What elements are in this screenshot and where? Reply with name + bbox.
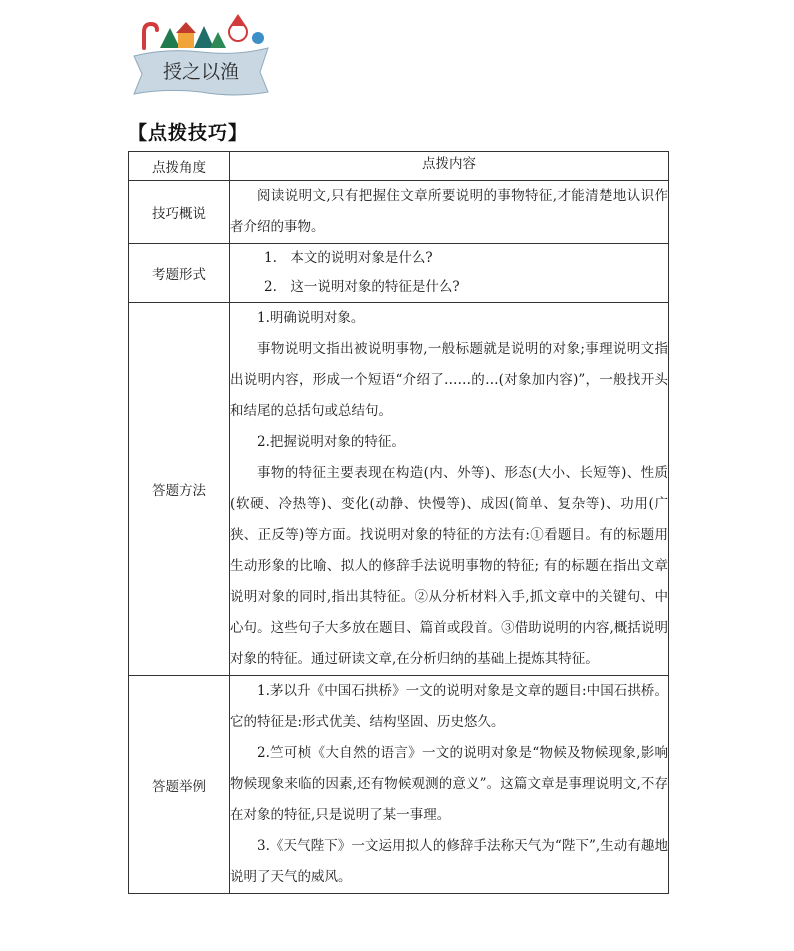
tips-table bbox=[128, 151, 669, 894]
tree-icon-2 bbox=[194, 26, 214, 48]
row-content bbox=[230, 676, 669, 894]
house-icon bbox=[178, 32, 194, 48]
candy-cane-icon bbox=[144, 24, 157, 48]
section-title: 【点拨技巧】 bbox=[128, 122, 249, 144]
ornament-icon bbox=[252, 32, 264, 44]
row-angle: 考题形式 bbox=[129, 244, 230, 303]
svg-text:授之以渔: 授之以渔 bbox=[162, 61, 240, 83]
question: 1. 本文的说明对象是什么? bbox=[264, 250, 433, 266]
row-content bbox=[230, 181, 669, 244]
table-row bbox=[129, 303, 669, 676]
row-content bbox=[230, 244, 669, 303]
paragraph: 1.明确说明对象。 bbox=[257, 310, 365, 326]
header-angle: 点拨角度 bbox=[129, 152, 230, 181]
paragraph: 1.茅以升《中国石拱桥》一文的说明对象是文章的题目:中国石拱桥。它的特征是:形式优美、结构坚固、历史悠久。 bbox=[230, 683, 668, 730]
question: 2. 这一说明对象的特征是什么? bbox=[264, 279, 460, 295]
row-content bbox=[230, 303, 669, 676]
banner-art-icon bbox=[126, 12, 276, 98]
table-row bbox=[129, 244, 669, 303]
row-angle: 答题举例 bbox=[129, 676, 230, 894]
paragraph: 2.竺可桢《大自然的语言》一文的说明对象是“物候及物候现象,影响物候现象来临的因素,还有物候观测的意义”。这篇文章是事理说明文,不存在对象的特征,只是说明了某一事理。 bbox=[230, 745, 668, 823]
banner bbox=[126, 12, 276, 98]
table-row bbox=[129, 181, 669, 244]
tree-icon bbox=[160, 28, 180, 48]
paragraph: 事物说明文指出被说明事物,一般标题就是说明的对象;事理说明文指出说明内容，形成一个短语“介绍了……的…(对象加内容)”，一般找开头和结尾的总括句或总结句。 bbox=[230, 341, 668, 419]
paragraph: 3.《天气陛下》一文运用拟人的修辞手法称天气为“陛下”,生动有趣地说明了天气的威风。 bbox=[230, 838, 668, 885]
paragraph: 2.把握说明对象的特征。 bbox=[257, 434, 405, 450]
row-angle: 技巧概说 bbox=[129, 181, 230, 244]
header-content: 点拨内容 bbox=[230, 152, 669, 181]
paragraph: 阅读说明文,只有把握住文章所要说明的事物特征,才能清楚地认识作者介绍的事物。 bbox=[230, 188, 668, 235]
table-row bbox=[129, 676, 669, 894]
paragraph: 事物的特征主要表现在构造(内、外等)、形态(大小、长短等)、性质(软硬、冷热等)、变化(动静、快慢等)、成因(简单、复杂等)、功用(广狭、正反等)等方面。找说明对象的特征的方法有:①看题目。有的标题用生动形象的比喻、拟人的修辞手法说明事物的特征; 有的标题在指出文章说明对象的同时,指出其特征。②从分析材料入手,抓文章中的关键句、中心句。这些句子大多放在题目、篇首或段首。③借助说明的内容,概括说明对象的特征。通过研读文章,在分析归纳的基础上提炼其特征。 bbox=[230, 465, 668, 667]
row-angle: 答题方法 bbox=[129, 303, 230, 676]
table-header-row bbox=[129, 152, 669, 181]
